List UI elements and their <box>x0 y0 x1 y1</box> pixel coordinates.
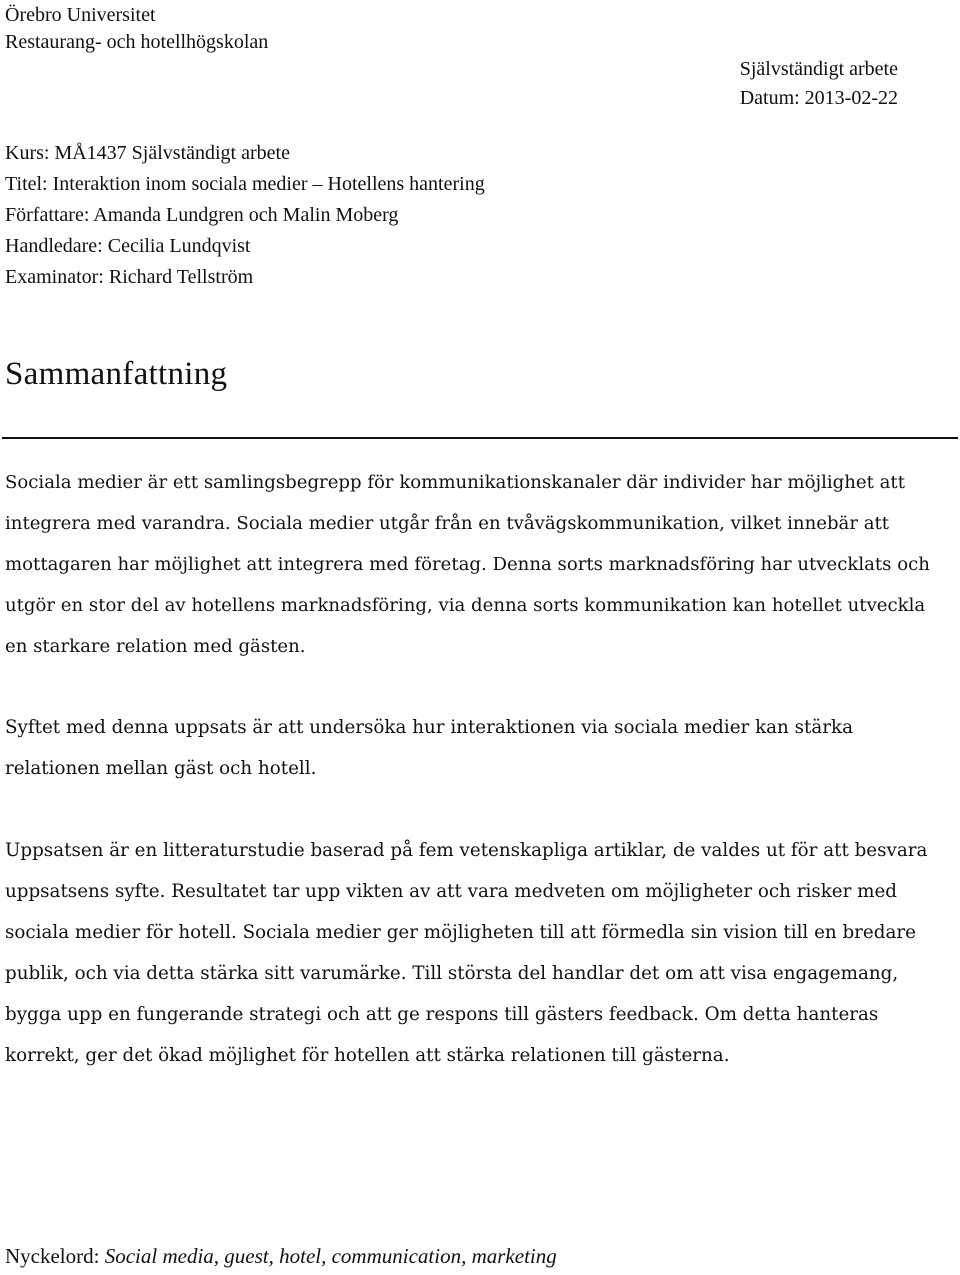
document-meta <box>740 55 898 113</box>
document-type: Självständigt arbete <box>739 58 898 80</box>
summary-paragraph-2: Syftet med denna uppsats är att undersöka hur interaktionen via sociala medier kan stärka relationen mellan gäst och hotell. <box>5 717 853 779</box>
examiner-line: Examinator: Richard Tellström <box>5 266 254 288</box>
course-info-block <box>5 138 485 293</box>
institution-block <box>5 2 268 56</box>
summary-paragraph-3: Uppsatsen är en litteraturstudie baserad på fem vetenskapliga artiklar, de valdes ut för att besvara uppsatsens syfte. Resultatet tar upp vikten av att vara medveten om möjligheter och risker med sociala medier för hotell. Sociala medier ger möjligheten till att förmedla sin vision till en bredare publik, och via detta stärka sitt varumärke. Till största del handlar det om att visa engagemang, bygga upp en fungerande strategi och att ge respons till gästers feedback. Om detta hanteras korrekt, ger det ökad möjlighet för hotellen att stärka relationen till gästerna. <box>5 840 928 1066</box>
keywords-label: Nyckelord: <box>5 1244 105 1268</box>
summary-paragraph-1: Sociala medier är ett samlingsbegrepp för kommunikationskanaler där individer har möjlighet att integrera med varandra. Sociala medier utgår från en tvåvägskommunikation, vilket innebär att mottagaren har möjlighet att integrera med företag. Denna sorts marknadsföring har utvecklats och utgör en stor del av hotellens marknadsföring, via denna sorts kommunikation kan hotellet utveckla en starkare relation med gästen. <box>5 472 930 657</box>
course-line: Kurs: MÅ1437 Självständigt arbete <box>5 142 290 164</box>
title-line: Titel: Interaktion inom sociala medier – Hotellens hantering <box>5 173 485 195</box>
summary-heading: Sammanfattning <box>5 356 228 392</box>
document-date: Datum: 2013-02-22 <box>739 87 898 109</box>
authors-line: Författare: Amanda Lundgren och Malin Moberg <box>5 204 399 226</box>
keywords-line <box>5 1242 557 1270</box>
heading-divider <box>2 437 958 439</box>
university-name: Örebro Universitet <box>5 4 156 26</box>
keywords-values: Social media, guest, hotel, communication, marketing <box>104 1244 557 1268</box>
school-name: Restaurang- och hotellhögskolan <box>5 31 269 53</box>
supervisor-line: Handledare: Cecilia Lundqvist <box>5 235 251 257</box>
